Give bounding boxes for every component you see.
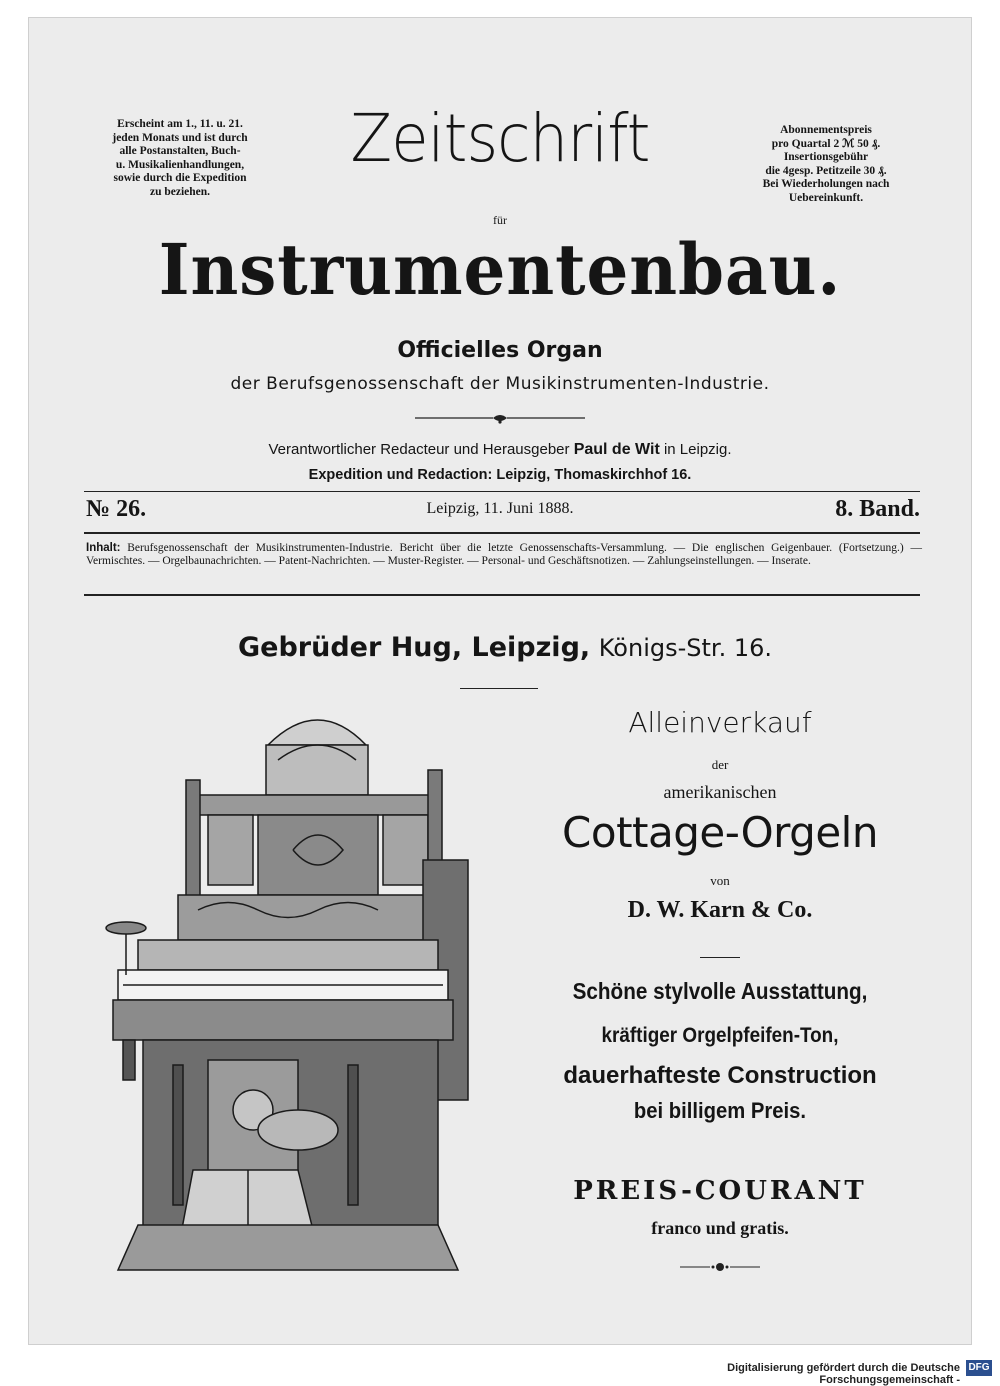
advert-von: von	[710, 873, 730, 888]
editor-suffix: in Leipzig.	[663, 441, 732, 458]
advert-cottage-orgeln: Cottage-Orgeln	[562, 808, 878, 857]
digitization-credit: Digitalisierung gefördert durch die Deutsche Forschungsgemeinschaft -	[727, 1362, 960, 1386]
note-line: Erscheint am 1., 11. u. 21.	[117, 118, 243, 130]
subscription-note-left	[82, 118, 278, 199]
advert-line-1: Schöne stylvolle Ausstattung,	[572, 978, 868, 1004]
issue-number: № 26.	[86, 496, 147, 522]
note-line: sowie durch die Expedition	[113, 172, 247, 184]
advert-line-4: bei billigem Preis.	[633, 1098, 807, 1123]
advert-franco: franco und gratis.	[651, 1218, 789, 1238]
table-of-contents	[86, 542, 922, 568]
advert-address: Königs-Str. 16.	[598, 634, 772, 662]
expedition-line: Expedition und Redaction: Leipzig, Thomaskirchhof 16.	[308, 467, 692, 483]
advert-preis-courant: PREIS-COURANT	[573, 1176, 867, 1206]
advert-line-2: kräftiger Orgelpfeifen-Ton,	[601, 1024, 839, 1047]
note-line: Abonnementspreis	[780, 124, 872, 136]
association-subtitle: der Berufsgenossenschaft der Musikinstrumenten-Industrie.	[230, 374, 770, 394]
cottage-organ-illustration	[98, 700, 498, 1290]
note-line: Insertionsgebühr	[783, 151, 869, 163]
note-line: Uebereinkunft.	[788, 191, 864, 204]
note-line: jeden Monats und ist durch	[112, 131, 248, 144]
divider-top	[84, 491, 920, 492]
advert-firm-line	[100, 632, 910, 663]
note-line: alle Postanstalten, Buch-	[119, 145, 241, 157]
advert-alleinverkauf: Alleinverkauf	[628, 706, 812, 739]
note-line: u. Musikalienhandlungen,	[115, 158, 245, 171]
note-line: pro Quartal 2 ℳ 50 ₰.	[771, 137, 881, 150]
advert-line-3: dauerhafteste Construction	[563, 1062, 877, 1089]
masthead-title-top: Zeitschrift	[350, 100, 650, 177]
issue-date: Leipzig, 11. Juni 1888.	[426, 500, 574, 517]
advert-der: der	[711, 757, 729, 772]
dfg-logo: DFG	[966, 1360, 992, 1376]
divider-contents	[84, 594, 920, 596]
contents-label: Inhalt:	[86, 542, 121, 554]
contents-text: Berufsgenossenschaft der Musikinstrumenten-Industrie. Bericht über die letzte Genossenschafts-Versammlung. — Die englischen Geigenbauer. (Fortsetzung.) — Vermischtes. — Orgelbaunachrichten. — Patent-Nachrichten. — Muster-Register. — Personal- und Geschäftsnotizen. — Zahlungseinstellungen. — Inserate.	[86, 542, 922, 567]
masthead-title-for: für	[493, 213, 507, 227]
short-rule	[460, 688, 538, 689]
editor-line	[140, 441, 860, 459]
advert-amerikanischen: amerikanischen	[663, 782, 777, 802]
editor-prefix: Verantwortlicher Redacteur und Herausgeber	[268, 441, 570, 458]
note-line: Bei Wiederholungen nach	[762, 178, 890, 190]
price-note-right	[728, 124, 924, 205]
note-line: die 4gesp. Petitzeile 30 ₰.	[765, 164, 887, 177]
ornament-rule	[415, 413, 585, 425]
advert-maker: D. W. Karn & Co.	[627, 897, 813, 923]
editor-name: Paul de Wit	[573, 441, 660, 458]
organ-subtitle: Officielles Organ	[397, 338, 603, 363]
dash-rule	[700, 957, 740, 958]
divider-issue	[84, 532, 920, 534]
ornament-small	[680, 1260, 760, 1274]
masthead-title-main: Instrumentenbau.	[158, 228, 842, 311]
issue-volume: 8. Band.	[835, 496, 920, 522]
advert-firm: Gebrüder Hug, Leipzig,	[238, 632, 591, 663]
note-line: zu beziehen.	[149, 185, 211, 198]
